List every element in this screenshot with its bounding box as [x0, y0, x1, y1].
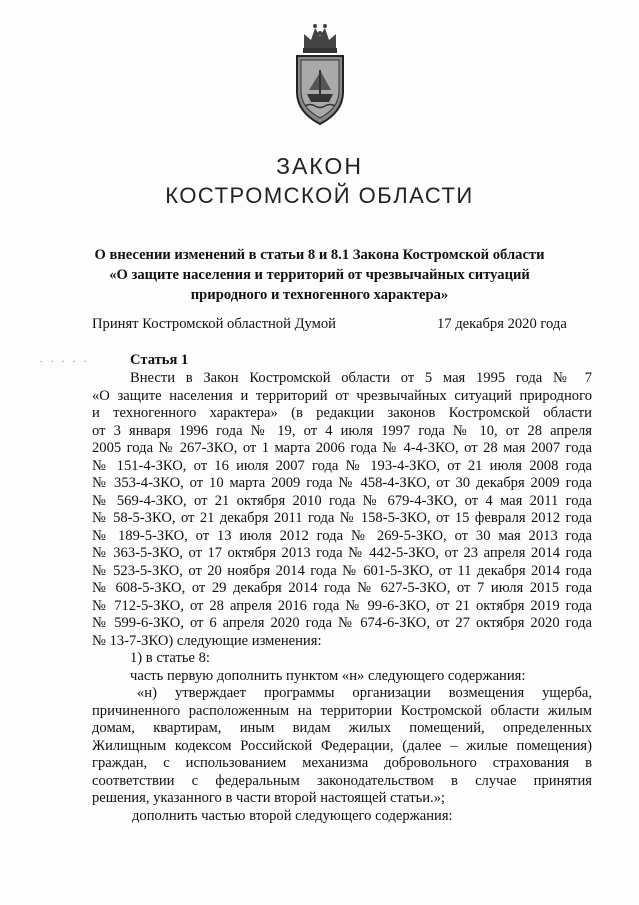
text-line: соответствии с федеральным законодательством в случае принятия	[92, 772, 592, 789]
text-line: № 363-5-ЗКО, от 17 октября 2013 года № 442-5-ЗКО, от 23 апреля 2014 года	[92, 545, 592, 561]
article-body	[92, 370, 592, 825]
text-line: № 353-4-ЗКО, от 10 марта 2009 года № 458-4-ЗКО, от 30 декабря 2009 года	[92, 475, 592, 491]
text-line: часть первую дополнить пунктом «н» следующего содержания:	[130, 667, 526, 684]
text-line: № 13-7-ЗКО) следующие изменения:	[92, 632, 322, 649]
text-line: граждан, с использованием механизма добровольного страхования в	[92, 755, 592, 771]
text-line: № 712-5-ЗКО, от 28 апреля 2016 года № 99-6-ЗКО, от 21 октября 2019 года	[92, 597, 592, 614]
text-line: дополнить частью второй следующего содержания:	[132, 807, 453, 824]
text-line: «н) утверждает программы организации возмещения ущерба,	[137, 685, 592, 701]
text-line: домам, квартирам, иным видам жилых помещений, определенных	[92, 720, 592, 736]
adopted-by: Принят Костромской областной Думой	[92, 316, 336, 332]
text-line: Жилищным кодексом Российской Федерации, (далее – жилые помещения)	[92, 737, 592, 754]
text-line: № 599-6-ЗКО, от 6 апреля 2020 года № 674-6-ЗКО, от 27 октября 2020 года	[92, 615, 592, 631]
text-line: решения, указанного в части второй настоящей статьи.»;	[92, 790, 446, 806]
text-line: Внести в Закон Костромской области от 5 мая 1995 года № 7	[130, 370, 592, 386]
text-line: № 58-5-ЗКО, от 21 декабря 2011 года № 158-5-ЗКО, от 15 февраля 2012 года	[92, 510, 592, 526]
article-title: Статья 1	[130, 352, 189, 368]
text-line: от 3 января 1996 года № 19, от 4 июля 1997 года № 10, от 28 апреля	[92, 422, 592, 439]
text-line: № 151-4-ЗКО, от 16 июля 2007 года № 193-4-ЗКО, от 21 июля 2008 года	[92, 457, 592, 474]
subject-line: О внесении изменений в статьи 8 и 8.1 Закона Костромской области	[94, 247, 545, 263]
text-line: № 189-5-ЗКО, от 13 июля 2012 года № 269-5-ЗКО, от 30 мая 2013 года	[92, 527, 592, 544]
text-line: причиненного расположенным на территории Костромской области жилым	[92, 702, 592, 719]
text-line: № 608-5-ЗКО, от 29 декабря 2014 года № 627-5-ЗКО, от 7 июля 2015 года	[92, 580, 592, 596]
coat-of-arms-icon	[289, 20, 351, 130]
subject-line: природного и техногенного характера»	[190, 287, 449, 303]
text-line: 2005 года № 267-ЗКО, от 1 марта 2006 года № 4-4-ЗКО, от 28 мая 2007 года	[92, 440, 592, 456]
text-line: «О защите населения и территорий от чрезвычайных ситуаций природного	[92, 387, 592, 404]
law-subject	[0, 245, 639, 305]
text-line: № 523-5-ЗКО, от 20 ноября 2014 года № 601-5-ЗКО, от 11 декабря 2014 года	[92, 562, 592, 579]
scan-dots: . . . . .	[40, 354, 90, 365]
text-line: 1) в статье 8:	[130, 650, 210, 666]
adoption-date: 17 декабря 2020 года	[437, 316, 567, 332]
law-title: ЗАКОН	[276, 153, 363, 179]
text-line: и техногенного характера» (в редакции законов Костромской области	[92, 405, 592, 421]
subject-line: «О защите населения и территорий от чрезвычайных ситуаций	[109, 267, 530, 283]
law-region: КОСТРОМСКОЙ ОБЛАСТИ	[165, 183, 474, 208]
text-line: № 569-4-ЗКО, от 21 октября 2010 года № 679-4-ЗКО, от 4 мая 2011 года	[92, 492, 592, 509]
